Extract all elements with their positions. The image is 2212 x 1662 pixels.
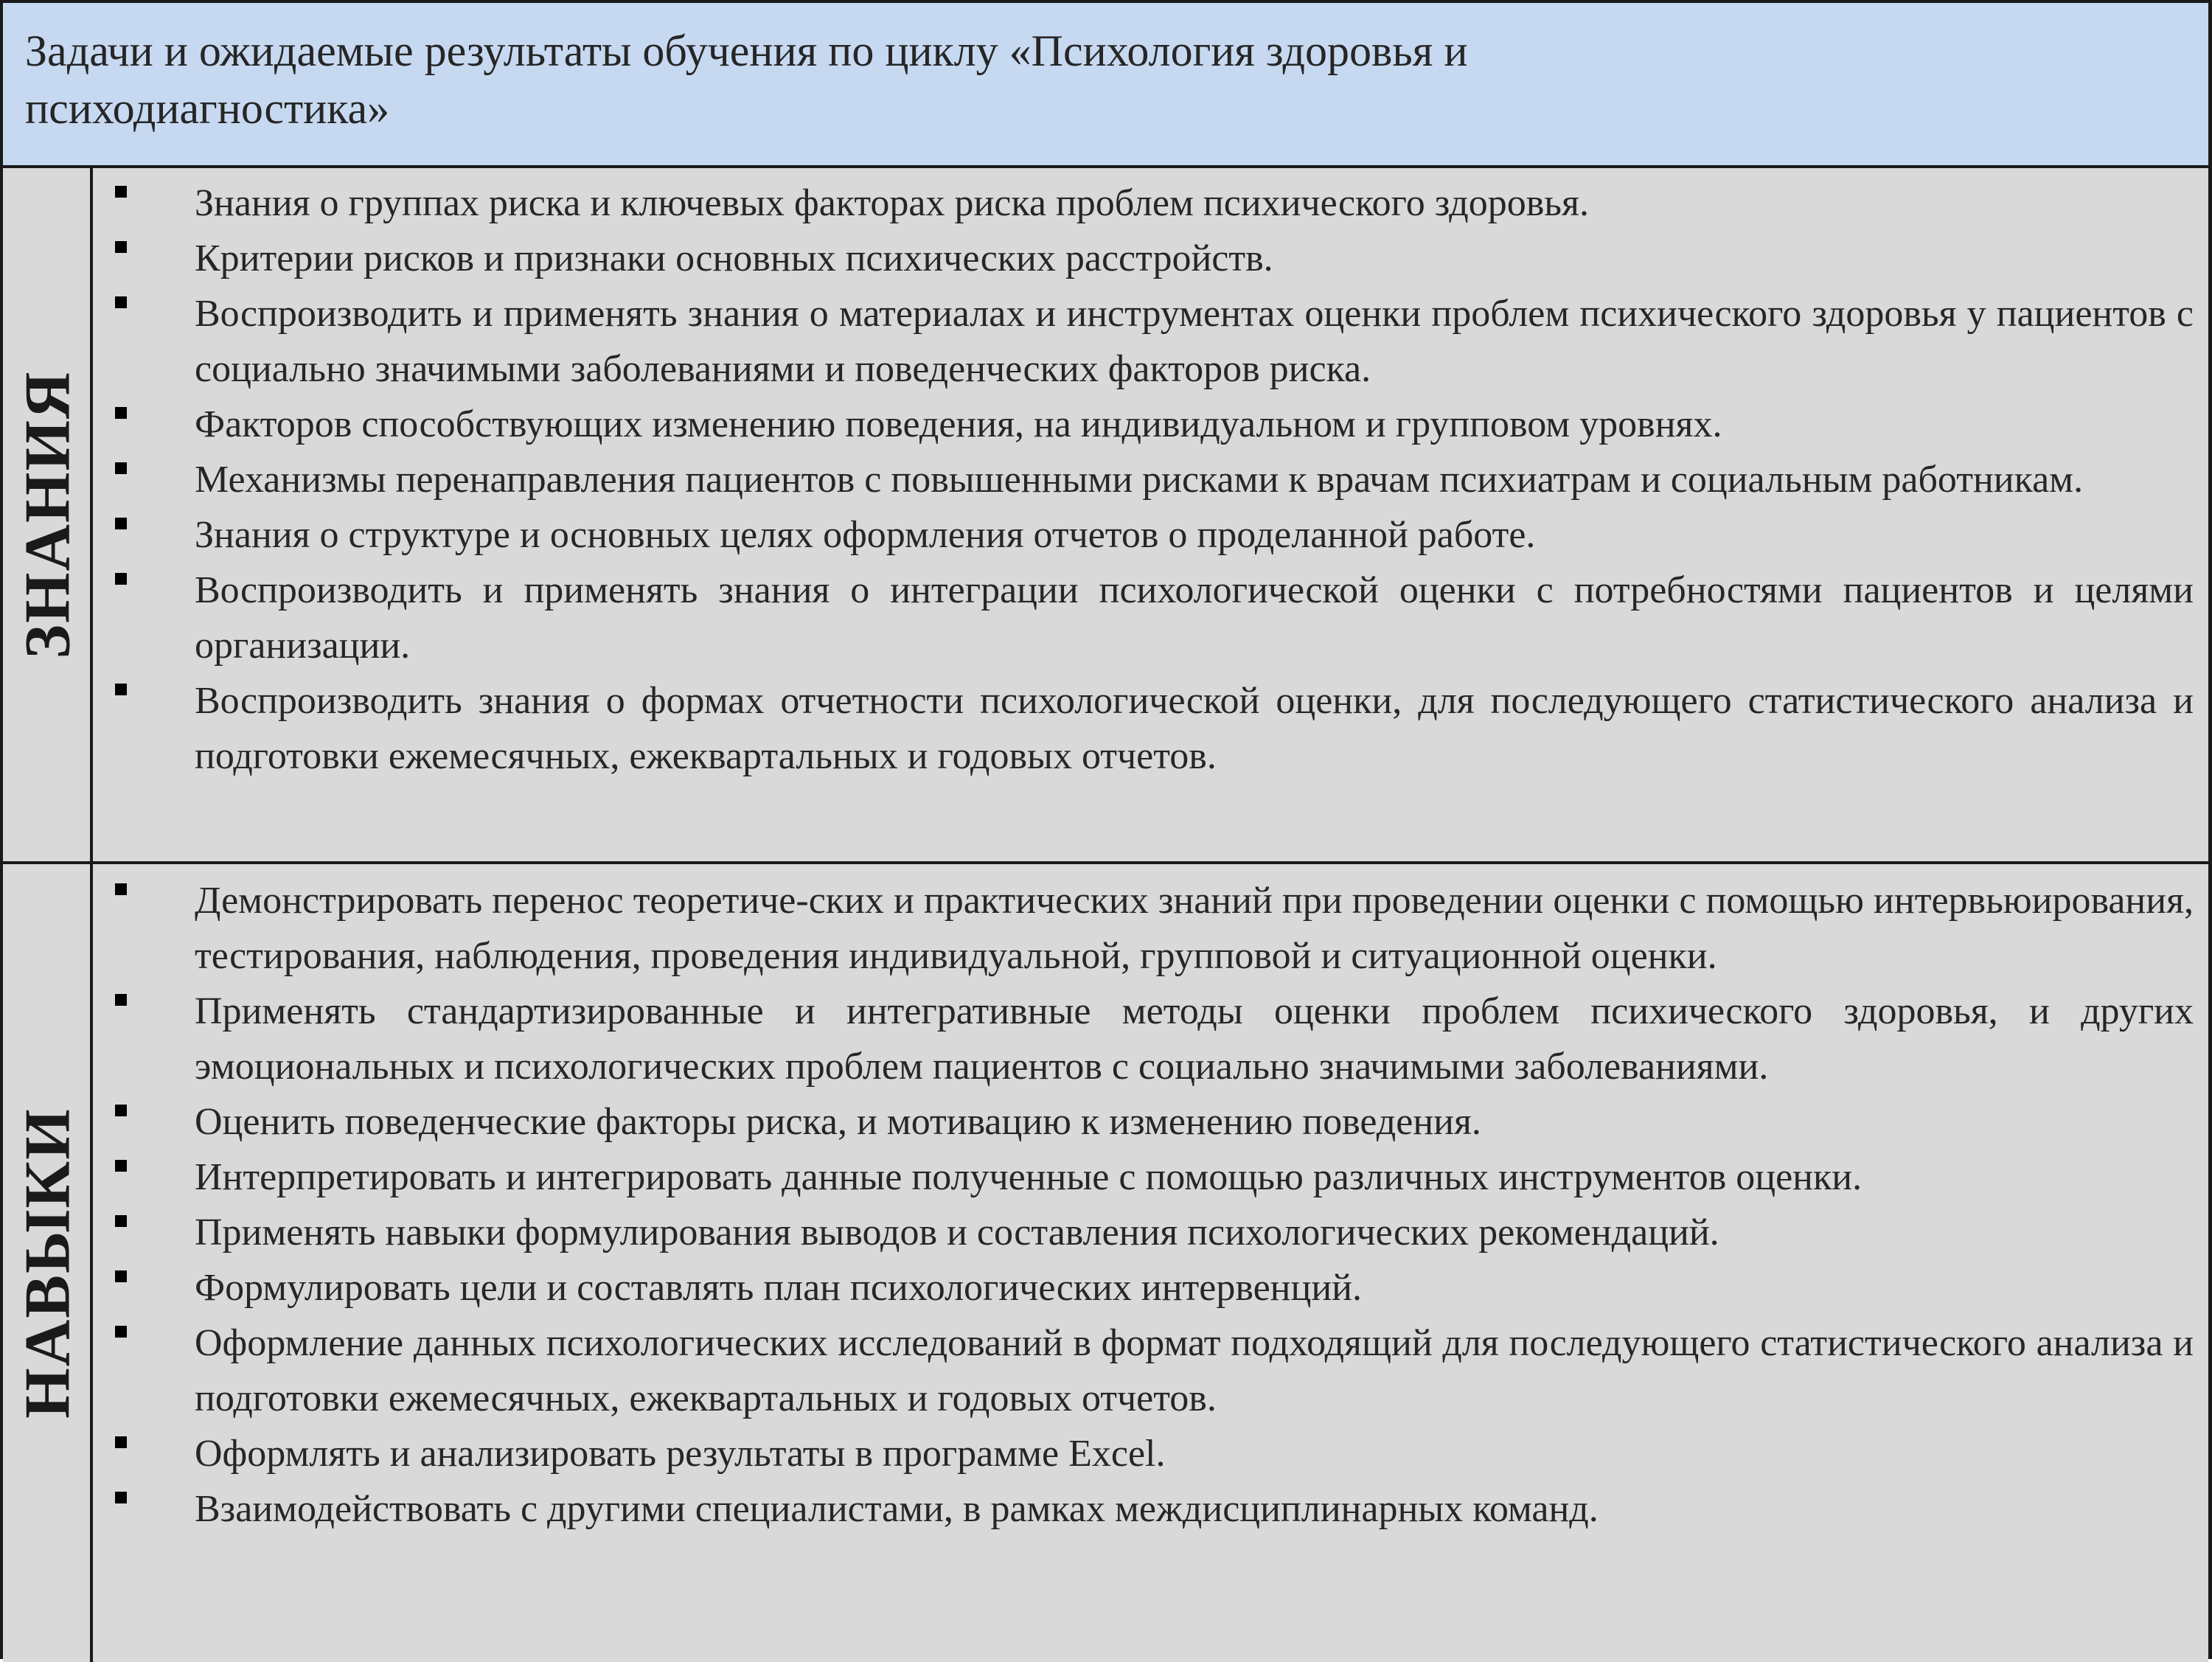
list-item: [93, 673, 2194, 784]
list-item-text: Воспроизводить и применять знания о интеграции психологической оценки с потребностями пациентов и целями организации.: [195, 569, 2194, 667]
square-bullet-icon: [115, 1270, 127, 1282]
square-bullet-icon: [115, 883, 127, 895]
list-item: [93, 1481, 2194, 1537]
square-bullet-icon: [115, 296, 127, 308]
square-bullet-icon: [115, 518, 127, 529]
list-item-text: Оценить поведенческие факторы риска, и мотивацию к изменению поведения.: [195, 1101, 1481, 1143]
square-bullet-icon: [115, 462, 127, 474]
list-item-text: Оформление данных психологических исследований в формат подходящий для последующего статистического анализа и подготовки ежемесячных, ежеквартальных и годовых отчетов.: [195, 1322, 2194, 1419]
list-item-text: Интерпретировать и интегрировать данные полученные с помощью различных инструментов оценки.: [195, 1156, 1863, 1198]
list-item: [93, 873, 2194, 984]
list-item: [93, 286, 2194, 397]
knowledge-side-panel: [3, 168, 93, 861]
skills-label: НАВЫКИ: [12, 1108, 84, 1419]
list-item: [93, 1094, 2194, 1150]
list-item: [93, 452, 2194, 507]
list-item-text: Оформлять и анализировать результаты в программе Excel.: [195, 1433, 1166, 1475]
list-item: [93, 1205, 2194, 1260]
list-item-text: Критерии рисков и признаки основных психических расстройств.: [195, 237, 1273, 279]
square-bullet-icon: [115, 573, 127, 585]
list-item: [93, 984, 2194, 1094]
list-item-text: Знания о группах риска и ключевых факторах риска проблем психического здоровья.: [195, 182, 1589, 224]
list-item-text: Механизмы перенаправления пациентов с повышенными рисками к врачам психиатрам и социальным работникам.: [195, 459, 2084, 501]
knowledge-label: ЗНАНИЯ: [12, 370, 84, 659]
page-title: Задачи и ожидаемые результаты обучения по циклу «Психология здоровья и психодиагностика»: [25, 27, 1468, 133]
square-bullet-icon: [115, 1215, 127, 1227]
list-item: [93, 231, 2194, 286]
list-item: [93, 563, 2194, 673]
list-item: [93, 1426, 2194, 1481]
list-item-text: Воспроизводить знания о формах отчетности психологической оценки, для последующего статистического анализа и подготовки ежемесячных, ежеквартальных и годовых отчетов.: [195, 680, 2194, 777]
skills-side-panel: [3, 864, 93, 1662]
square-bullet-icon: [115, 241, 127, 253]
knowledge-section: [3, 168, 2208, 864]
list-item: [93, 1315, 2194, 1426]
list-item-text: Воспроизводить и применять знания о материалах и инструментах оценки проблем психического здоровья у пациентов с социально значимыми заболеваниями и поведенческих факторов риска.: [195, 293, 2194, 390]
skills-list: [93, 873, 2194, 1662]
list-item-text: Применять стандартизированные и интегративные методы оценки проблем психического здоровья, и других эмоциональных и психологических проблем пациентов с социально значимыми заболеваниями.: [195, 990, 2194, 1088]
square-bullet-icon: [115, 684, 127, 695]
list-item: [93, 175, 2194, 231]
square-bullet-icon: [115, 186, 127, 198]
list-item-text: Формулировать цели и составлять план психологических интервенций.: [195, 1267, 1362, 1309]
list-item-text: Знания о структуре и основных целях оформления отчетов о проделанной работе.: [195, 514, 1536, 556]
skills-section: [3, 864, 2208, 1662]
square-bullet-icon: [115, 994, 127, 1006]
list-item: [93, 507, 2194, 563]
list-item: [93, 1150, 2194, 1205]
list-item-text: Факторов способствующих изменению поведения, на индивидуальном и групповом уровнях.: [195, 403, 1722, 445]
list-item: [93, 397, 2194, 452]
square-bullet-icon: [115, 1492, 127, 1503]
square-bullet-icon: [115, 1105, 127, 1116]
list-item-text: Применять навыки формулирования выводов и составления психологических рекомендаций.: [195, 1211, 1719, 1254]
square-bullet-icon: [115, 1436, 127, 1448]
knowledge-list: [93, 175, 2194, 861]
list-item-text: Взаимодействовать с другими специалистами, в рамках междисциплинарных команд.: [195, 1488, 1599, 1530]
square-bullet-icon: [115, 407, 127, 419]
square-bullet-icon: [115, 1326, 127, 1338]
list-item-text: Демонстрировать перенос теоретиче-ских и практических знаний при проведении оценки с помощью интервьюирования, тестирования, наблюдения, проведения индивидуальной, групповой и ситуационной оценки.: [195, 880, 2194, 977]
title-header: [3, 3, 2208, 168]
square-bullet-icon: [115, 1160, 127, 1172]
list-item: [93, 1260, 2194, 1315]
